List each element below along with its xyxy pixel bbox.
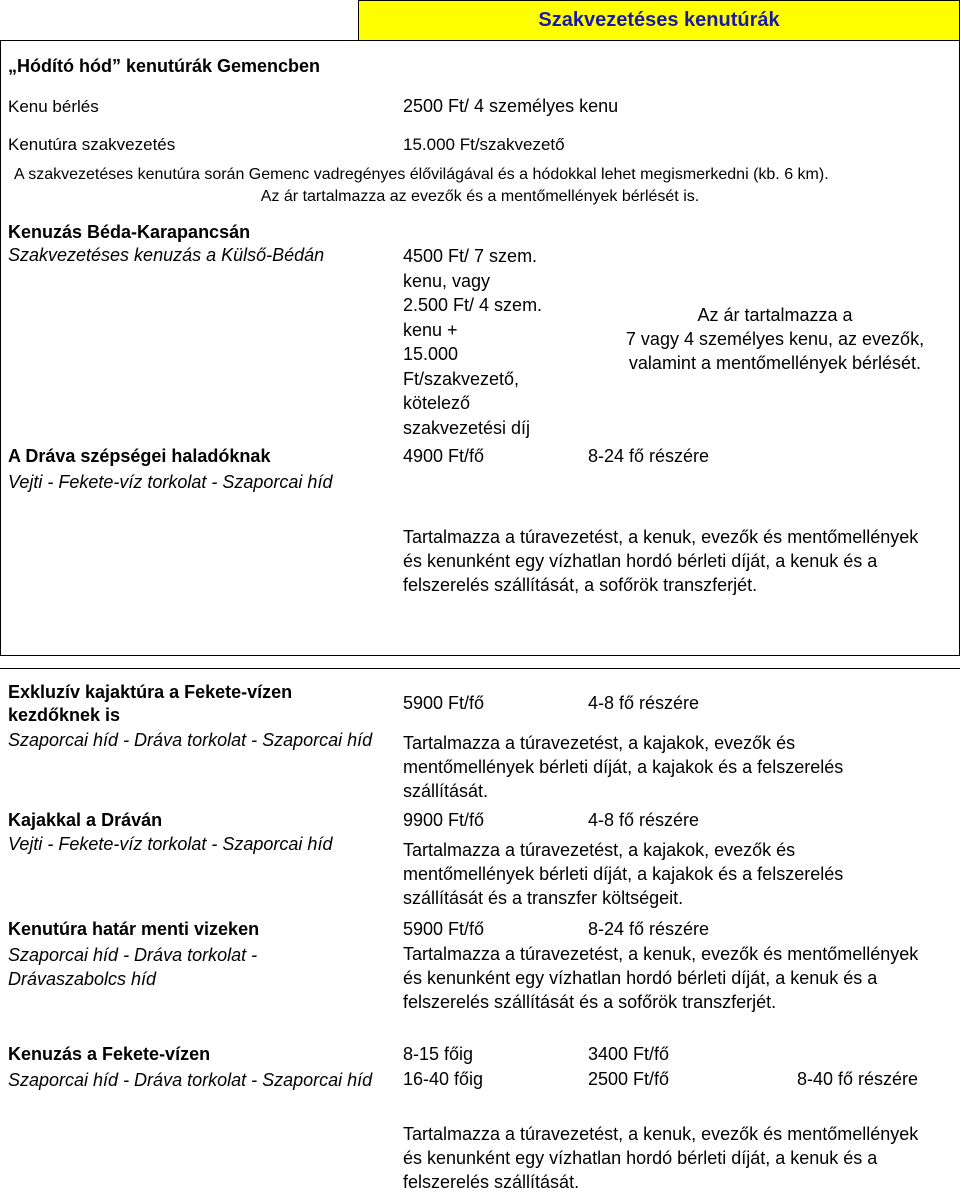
feketeviz-price-2: 2500 Ft/fő: [588, 1069, 670, 1089]
beda-price-line: szakvezetési díj: [403, 418, 531, 438]
gemenc-description: A szakvezetéses kenutúra során Gemenc vadregényes élővilágával és a hódokkal lehet megismerkedni (kb. 6 km).: [14, 166, 829, 183]
gemenc-price-note: Az ár tartalmazza az evezők és a mentőmellények bérlését is.: [260, 188, 700, 205]
hatar-price: 5900 Ft/fő: [403, 919, 485, 939]
drava-price: 4900 Ft/fő: [403, 446, 485, 466]
hatar-subheading: Szaporcai híd - Dráva torkolat - Drávaszabolcs híd: [8, 945, 258, 989]
kajak-exclusive-group-size: 4-8 fő részére: [588, 693, 700, 713]
rent-label: Kenu bérlés: [8, 97, 99, 116]
kajak-drava-heading: Kajakkal a Dráván: [8, 810, 163, 830]
beda-subheading: Szakvezetéses kenuzás a Külső-Bédán: [8, 245, 325, 265]
drava-description: Tartalmazza a túravezetést, a kenuk, evezők és mentőmellények és kenunként egy vízhatlan hordó bérleti díját, a kenuk és a felszerelés szállítását, a sofőrök transzferjét.: [403, 527, 919, 595]
kajak-drava-price: 9900 Ft/fő: [403, 810, 485, 830]
feketeviz-subheading: Szaporcai híd - Dráva torkolat - Szaporcai híd: [8, 1070, 373, 1090]
beda-note-line: valamint a mentőmellények bérlését.: [628, 353, 922, 373]
feketeviz-range-2: 16-40 főig: [403, 1069, 484, 1089]
kajak-exclusive-description: Tartalmazza a túravezetést, a kajakok, evezők és mentőmellények bérleti díját, a kajakok és a felszerelés szállítását.: [403, 733, 844, 801]
beda-note-line: Az ár tartalmazza a: [697, 305, 853, 325]
drava-group-size: 8-24 fő részére: [588, 446, 710, 466]
feketeviz-description: Tartalmazza a túravezetést, a kenuk, evezők és mentőmellények és kenunként egy vízhatlan hordó bérleti díját, a kenuk és a felszerelés szállítását.: [403, 1124, 919, 1192]
guide-label: Kenutúra szakvezetés: [8, 135, 176, 154]
kajak-drava-description: Tartalmazza a túravezetést, a kajakok, evezők és mentőmellények bérleti díját, a kajakok és a felszerelés szállítását és a transzfer költségeit.: [403, 840, 844, 908]
kajak-exclusive-heading: Exkluzív kajaktúra a Fekete-vízen kezdőknek is: [8, 682, 293, 725]
kajak-drava-subheading: Vejti - Fekete-víz torkolat - Szaporcai híd: [8, 834, 333, 854]
hatar-heading: Kenutúra határ menti vizeken: [8, 919, 260, 939]
rent-price: 2500 Ft/ 4 személyes kenu: [403, 96, 619, 116]
beda-price-line: 2.500 Ft/ 4 szem.: [403, 295, 543, 315]
beda-price-line: 4500 Ft/ 7 szem.: [403, 246, 538, 266]
beda-note-line: 7 vagy 4 személyes kenu, az evezők,: [625, 329, 925, 349]
beda-heading: Kenuzás Béda-Karapancsán: [8, 222, 251, 242]
hatar-description: Tartalmazza a túravezetést, a kenuk, evezők és mentőmellények és kenunként egy vízhatlan hordó bérleti díját, a kenuk és a felszerelés szállítását és a sofőrök transzferjét.: [403, 944, 919, 1012]
feketeviz-group-size: 8-40 fő részére: [797, 1069, 919, 1089]
kajak-exclusive-subheading: Szaporcai híd - Dráva torkolat - Szaporcai híd: [8, 730, 373, 750]
page-title: Szakvezetéses kenutúrák: [358, 0, 960, 41]
feketeviz-range-1: 8-15 főig: [403, 1044, 474, 1064]
feketeviz-price-1: 3400 Ft/fő: [588, 1044, 670, 1064]
guide-price: 15.000 Ft/szakvezető: [403, 135, 565, 154]
kajak-drava-group-size: 4-8 fő részére: [588, 810, 700, 830]
feketeviz-heading: Kenuzás a Fekete-vízen: [8, 1044, 211, 1064]
gemenc-heading: „Hódító hód” kenutúrák Gemencben: [8, 56, 321, 76]
beda-price-line: kötelező: [403, 393, 471, 413]
hatar-group-size: 8-24 fő részére: [588, 919, 710, 939]
beda-price-line: kenu, vagy: [403, 271, 491, 291]
beda-price-line: kenu +: [403, 320, 458, 340]
beda-price-line: Ft/szakvezető,: [403, 369, 520, 389]
kajak-exclusive-price: 5900 Ft/fő: [403, 693, 485, 713]
drava-heading: A Dráva szépségei haladóknak: [8, 446, 271, 466]
drava-subheading: Vejti - Fekete-víz torkolat - Szaporcai híd: [8, 472, 333, 492]
beda-price-line: 15.000: [403, 344, 459, 364]
